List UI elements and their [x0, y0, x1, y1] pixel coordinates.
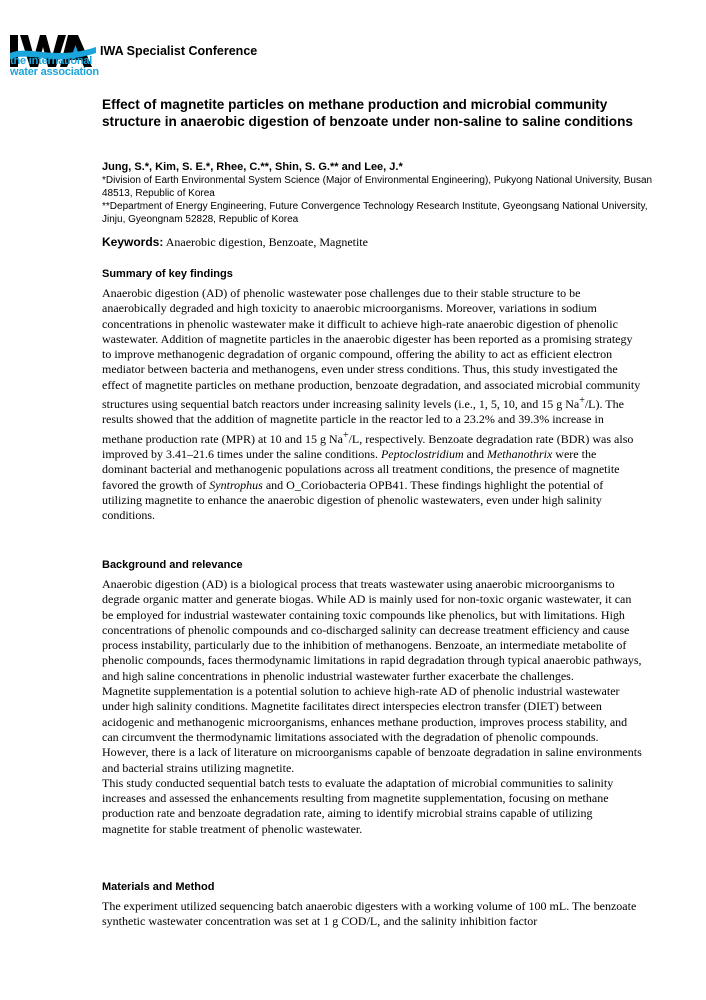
- logo-wordmark: [10, 56, 100, 78]
- section-summary: [102, 267, 642, 523]
- section-heading: Materials and Method: [102, 881, 215, 893]
- author-block: [102, 160, 662, 226]
- section-background: [102, 558, 642, 837]
- methods-paragraph-1: The experiment utilized sequencing batch anaerobic digesters with a working volume of 100 mL. The benzoate synthetic wastewater concentration was set at 1 g COD/L, and the salinity inhibition factor: [102, 899, 637, 929]
- keywords-value: Anaerobic digestion, Benzoate, Magnetite: [165, 235, 368, 249]
- affiliation-2: **Department of Energy Engineering, Future Convergence Technology Research Institute, Gyeongsang National University, Jinju, Gyeongnam 52828, Republic of Korea: [102, 201, 648, 225]
- background-paragraph-1: Anaerobic digestion (AD) is a biological process that treats wastewater using anaerobic microorganisms to degrade organic matter and generate biogas. While AD is mainly used for non-toxic organic wastewater, it can be employed for industrial wastewater containing toxic compounds like phenolics, but with limitations. High concentrations of phenolic compounds and co-discharged salinity can decrease treatment efficiency and cause process instability, particularly due to the inhibition of methanogens. Benzoate, an intermediate metabolite of phenolic compounds, faces thermodynamic limitations in rapid degradation through typical anaerobic pathways, and high saline concentrations in phenolic industrial wastewater further exacerbate the challenges.: [102, 577, 642, 683]
- logo-line-2: water association: [10, 66, 99, 78]
- author-names: Jung, S.*, Kim, S. E.*, Rhee, C.**, Shin, S. G.** and Lee, J.*: [102, 161, 403, 173]
- conference-name: IWA Specialist Conference: [100, 44, 258, 58]
- keywords-label: Keywords:: [102, 235, 164, 249]
- affiliation-1: *Division of Earth Environmental System Science (Major of Environmental Engineering), Pukyong National University, Busan 48513, Republic of Korea: [102, 175, 653, 199]
- background-paragraph-2: Magnetite supplementation is a potential solution to achieve high-rate AD of phenolic industrial wastewater under high salinity conditions. Magnetite facilitates direct interspecies electron transfer (DIET) between acidogenic and methanogenic microorganisms, enhances methane production, improves process stability, and can circumvent the thermodynamic limitations associated with the degradation of phenolic compounds. However, there is a lack of literature on microorganisms capable of benzoate degradation in saline environments and bacterial strains utilizing magnetite.: [102, 684, 642, 775]
- background-paragraph-3: This study conducted sequential batch tests to evaluate the adaptation of microbial communities to salinity increases and assessed the enhancements resulting from magnetite supplementation, focusing on methane production rate and benzoate degradation rate, aiming to identify microbial strains capable of utilizing magnetite for stable treatment of phenolic wastewater.: [102, 775, 614, 836]
- paper-title: Effect of magnetite particles on methane production and microbial community structure in anaerobic digestion of benzoate under non-saline to saline conditions: [102, 97, 633, 129]
- section-heading: Background and relevance: [102, 559, 243, 571]
- keywords-line: [102, 235, 662, 250]
- logo-line-1: the international: [10, 55, 93, 67]
- section-heading: Summary of key findings: [102, 268, 233, 280]
- summary-paragraph: Anaerobic digestion (AD) of phenolic wastewater pose challenges due to their stable structure to be anaerobically degraded and high toxicity to anaerobic microorganisms. Moreover, variations in sodium concentrations in phenolic wastewater make it difficult to achieve high-rate anaerobic digestion of phenolic wastewater. Addition of magnetite particles in the anaerobic digester has been reported as a promising strategy to improve methanogenic degradation of organic compound, offering the ability to act as efficient electron mediator between bacteria and methanogens, even under stress conditions. Thus, this study investigated the effect of magnetite particles on methane production, benzoate degradation, and associated microbial community structures using sequential batch reactors under increasing salinity levels (i.e., 1, 5, 10, and 15 g Na+/L). The results showed that the addition of magnetite particle in the reactor led to a 23.2% and 39.3% increase in methane production rate (MPR) at 10 and 15 g Na+/L, respectively. Benzoate degradation rate (BDR) was also improved by 3.41–21.6 times under the saline conditions. Peptoclostridium and Methanothrix were the dominant bacterial and methanogenic populations across all treatment conditions, the presence of magnetite favored the growth of Syntrophus and O_Coriobacteria OPB41. These findings highlight the potential of utilizing magnetite to enhance the anaerobic digestion of phenolic wastewaters, even under high salinity conditions.: [102, 286, 641, 523]
- section-methods: [102, 880, 642, 930]
